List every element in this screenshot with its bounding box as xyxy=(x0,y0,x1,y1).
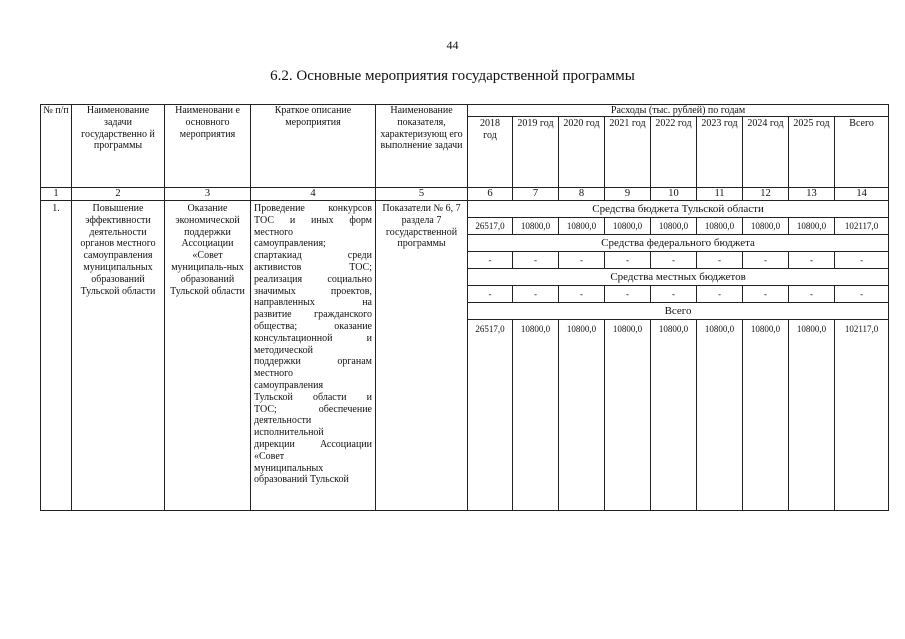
header-year-2: 2019 год xyxy=(513,117,559,188)
funding-value: - xyxy=(835,252,889,269)
task-name: Повышение эффективности деятельности органов местного самоуправления муниципальных образований Тульской области xyxy=(72,201,165,511)
column-number-8: 8 xyxy=(559,188,605,201)
funding-value: - xyxy=(513,286,559,303)
funding-value: 10800,0 xyxy=(789,320,835,511)
header-year-1: 2018 год xyxy=(468,117,513,188)
description-line: Тульской области и xyxy=(254,391,372,403)
column-number-9: 9 xyxy=(605,188,651,201)
description-line: значимых проектов, xyxy=(254,285,372,297)
indicator-name: Показатели № 6, 7 раздела 7 государственной программы xyxy=(376,201,468,511)
column-number-1: 1 xyxy=(41,188,72,201)
header-year-7: 2024 год xyxy=(743,117,789,188)
funding-value: 10800,0 xyxy=(651,320,697,511)
funding-value: 10800,0 xyxy=(513,218,559,235)
column-number-10: 10 xyxy=(651,188,697,201)
header-year-4: 2021 год xyxy=(605,117,651,188)
description-line: муниципальных xyxy=(254,462,324,474)
description-line: методической xyxy=(254,344,314,356)
header-year-8: 2025 год xyxy=(789,117,835,188)
header-year-6: 2023 год xyxy=(697,117,743,188)
column-number-3: 3 xyxy=(165,188,251,201)
funding-value: - xyxy=(835,286,889,303)
event-description xyxy=(251,201,376,511)
description-line: спартакиад среди xyxy=(254,250,372,262)
description-line: консультационной и xyxy=(254,332,372,344)
description-line: Проведение конкурсов xyxy=(254,203,372,214)
header-year-5: 2022 год xyxy=(651,117,697,188)
funding-value: 10800,0 xyxy=(743,218,789,235)
funding-value: 10800,0 xyxy=(651,218,697,235)
events-table xyxy=(40,104,889,511)
funding-value: - xyxy=(651,286,697,303)
description-line: поддержки органам xyxy=(254,356,372,368)
description-line: активистов ТОС; xyxy=(254,261,372,273)
description-line: ТОС; обеспечение xyxy=(254,403,372,415)
description-line: направленных на xyxy=(254,297,372,309)
description-line: развитие гражданского xyxy=(254,309,372,321)
header-task: Наименование задачи государственно й программы xyxy=(72,105,165,188)
column-number-5: 5 xyxy=(376,188,468,201)
funding-value: 102117,0 xyxy=(835,218,889,235)
funding-value: - xyxy=(789,286,835,303)
main-event-name: Оказание экономической поддержки Ассоциации «Совет муниципаль-ных образований Тульской области xyxy=(165,201,251,511)
column-number-7: 7 xyxy=(513,188,559,201)
funding-source-row xyxy=(41,201,889,218)
description-line: образований Тульской xyxy=(254,474,349,486)
funding-value: 10800,0 xyxy=(513,320,559,511)
funding-value: 26517,0 xyxy=(468,218,513,235)
description-line: ТОС и иных форм xyxy=(254,214,372,226)
section-title: 6.2. Основные мероприятия государственной программы xyxy=(270,68,635,84)
funding-value: - xyxy=(605,252,651,269)
column-numbers-row xyxy=(41,188,889,201)
description-line: реализация социально xyxy=(254,273,372,285)
header-main-event: Наименовани е основного мероприятия xyxy=(165,105,251,188)
funding-value: 26517,0 xyxy=(468,320,513,511)
funding-value: 10800,0 xyxy=(605,320,651,511)
description-line: «Совет xyxy=(254,450,285,462)
funding-value: 10800,0 xyxy=(697,218,743,235)
description-line: самоуправления xyxy=(254,379,324,391)
funding-value: 10800,0 xyxy=(789,218,835,235)
description-line: местного xyxy=(254,368,294,380)
funding-value: 10800,0 xyxy=(697,320,743,511)
description-line: исполнительной xyxy=(254,427,324,439)
funding-source-label: Средства федерального бюджета xyxy=(468,235,889,252)
header-year-3: 2020 год xyxy=(559,117,605,188)
description-line: местного xyxy=(254,226,294,238)
column-number-11: 11 xyxy=(697,188,743,201)
column-number-6: 6 xyxy=(468,188,513,201)
row-number: 1. xyxy=(41,201,72,511)
header-year-9: Всего xyxy=(835,117,889,188)
column-number-12: 12 xyxy=(743,188,789,201)
funding-source-label: Средства бюджета Тульской области xyxy=(468,201,889,218)
header-number: № п/п xyxy=(41,105,72,188)
funding-value: 10800,0 xyxy=(559,320,605,511)
funding-value: - xyxy=(697,252,743,269)
funding-source-label: Средства местных бюджетов xyxy=(468,269,889,286)
header-row-1 xyxy=(41,105,889,117)
column-number-4: 4 xyxy=(251,188,376,201)
column-number-13: 13 xyxy=(789,188,835,201)
funding-value: 10800,0 xyxy=(743,320,789,511)
description-line: дирекции Ассоциации xyxy=(254,438,372,450)
column-number-2: 2 xyxy=(72,188,165,201)
description-line: общества; оказание xyxy=(254,320,372,332)
funding-value: 10800,0 xyxy=(605,218,651,235)
header-description: Краткое описание мероприятия xyxy=(251,105,376,188)
funding-value: - xyxy=(559,252,605,269)
page-number: 44 xyxy=(446,38,459,52)
header-expenses: Расходы (тыс. рублей) по годам xyxy=(468,105,889,117)
funding-value: - xyxy=(789,252,835,269)
funding-value: - xyxy=(559,286,605,303)
funding-value: 10800,0 xyxy=(559,218,605,235)
funding-value: - xyxy=(513,252,559,269)
column-number-14: 14 xyxy=(835,188,889,201)
description-line: деятельности xyxy=(254,415,312,427)
funding-value: - xyxy=(468,252,513,269)
description-line: самоуправления; xyxy=(254,238,326,250)
funding-value: - xyxy=(697,286,743,303)
funding-source-label: Всего xyxy=(468,303,889,320)
header-indicator: Наименование показателя, характеризующ его выполнение задачи xyxy=(376,105,468,188)
funding-value: 102117,0 xyxy=(835,320,889,511)
funding-value: - xyxy=(743,286,789,303)
funding-value: - xyxy=(468,286,513,303)
funding-value: - xyxy=(651,252,697,269)
funding-value: - xyxy=(605,286,651,303)
funding-value: - xyxy=(743,252,789,269)
